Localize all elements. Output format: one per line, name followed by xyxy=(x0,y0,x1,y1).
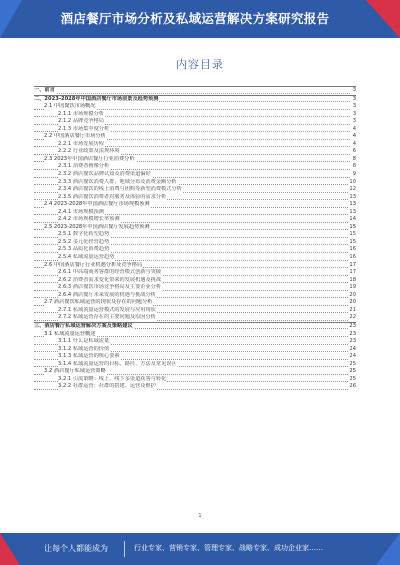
toc-entry-page: 20 xyxy=(349,299,356,306)
toc-entry-page: 12 xyxy=(349,186,356,193)
toc-entry-page: 10 xyxy=(349,178,356,185)
toc-leader-dots xyxy=(34,87,350,94)
footer-banner xyxy=(0,533,400,565)
toc-entry[interactable] xyxy=(34,216,356,224)
toc-entry-label: 2.4 2023-2028年中国酒店餐厅市场规模预测 xyxy=(44,201,150,208)
toc-entry-label: 2.3.3 酒店餐饮消费人群、地域分布及消费金额分析 xyxy=(58,178,177,185)
toc-entry-label: 3.1 私域流量运营概述 xyxy=(44,330,96,337)
toc-entry[interactable] xyxy=(34,353,356,361)
toc-entry-label: 2.1.3 市场集中度分析 xyxy=(58,125,110,132)
toc-entry-label: 2.7 酒店餐饮私域运营的现状及存在的问题分析 xyxy=(44,299,153,306)
toc-entry-page: 13 xyxy=(349,201,356,208)
toc-entry-label: 2.2 中国酒店餐厅市场分析 xyxy=(44,133,106,140)
toc-entry[interactable] xyxy=(34,299,356,307)
toc-entry[interactable] xyxy=(34,314,356,322)
toc-entry[interactable] xyxy=(34,292,356,300)
toc-entry-page: 23 xyxy=(349,338,356,345)
toc-entry-label: 2.3.5 酒店餐饮消费者对服务及体验的需求分析 xyxy=(58,193,167,200)
toc-entry-label: 2.6.3 酒店餐饮市场竞争格局及主要企业分析 xyxy=(58,284,162,291)
toc-entry-page: 16 xyxy=(349,246,356,253)
footer-divider xyxy=(124,541,125,557)
toc-entry-label: 3.1.2 私域运营的价值 xyxy=(58,345,110,352)
toc-entry[interactable] xyxy=(34,148,356,156)
toc-entry[interactable] xyxy=(34,224,356,232)
toc-entry-page: 6 xyxy=(352,148,356,155)
toc-entry-page: 17 xyxy=(349,269,356,276)
toc-entry[interactable] xyxy=(34,163,356,171)
toc-entry-label: 2.6 中国酒店餐厅行业机遇分析及竞争格局 xyxy=(44,261,143,268)
toc-entry[interactable] xyxy=(34,338,356,346)
toc-entry-label: 2.5 2023-2028年中国酒店餐厅发展趋势预测 xyxy=(44,223,150,230)
toc-entry[interactable] xyxy=(34,118,356,126)
toc-entry-label: 2.5.2 多元化经营趋势 xyxy=(58,238,110,245)
toc-entry-label: 2.7.2 私域运营存在的主要问题及原因分析 xyxy=(58,314,156,321)
toc-entry[interactable] xyxy=(34,331,356,339)
toc-entry[interactable] xyxy=(34,103,356,111)
toc-heading: 内容目录 xyxy=(176,58,224,71)
toc-entry[interactable] xyxy=(34,322,356,331)
toc-entry-page: 21 xyxy=(349,306,356,313)
toc-entry-label: 三、酒店餐厅私域运营解决方案及策略建议 xyxy=(34,322,133,329)
toc-entry-page: 9 xyxy=(352,171,356,178)
toc-entry-label: 2.6.4 酒店餐厅未来发展的机遇与挑战分析 xyxy=(58,291,156,298)
toc-entry-label: 2.3.2 酒店餐饮品牌认知及消费渠道偏好 xyxy=(58,171,151,178)
toc-entry[interactable] xyxy=(34,307,356,315)
toc-entry-page: 23 xyxy=(349,322,356,329)
toc-entry[interactable] xyxy=(34,383,356,391)
toc-entry[interactable] xyxy=(34,111,356,119)
toc-entry-label: 3.2.1 引流策略：线上、线下多渠道获客与转化 xyxy=(58,375,167,382)
toc-entry-page: 16 xyxy=(349,254,356,261)
toc-entry-page: 14 xyxy=(349,216,356,223)
toc-entry[interactable] xyxy=(34,231,356,239)
footer-tagline: 行业专家、营销专家、管理专家、战略专家、成功企业家…… xyxy=(134,544,323,552)
toc-entry-page: 17 xyxy=(349,261,356,268)
toc-entry-label: 3.2 酒店餐厅私域运营策略 xyxy=(44,368,106,375)
toc-entry-page: 3 xyxy=(352,95,356,102)
toc-entry-page: 15 xyxy=(349,223,356,230)
toc-entry[interactable] xyxy=(34,201,356,209)
toc-entry-page: 22 xyxy=(349,314,356,321)
footer-decoration-right xyxy=(376,533,400,565)
toc-entry-page: 3 xyxy=(352,103,356,110)
toc-entry-label: 2.6.1 中高端商务客群的经营模式创新与突破 xyxy=(58,269,162,276)
toc-entry-page: 13 xyxy=(349,193,356,200)
toc-entry[interactable] xyxy=(34,86,356,95)
toc-entry[interactable] xyxy=(34,269,356,277)
toc-entry-label: 2.5.3 品质化消费趋势 xyxy=(58,246,110,253)
toc-entry-page: 8 xyxy=(352,163,356,170)
banner-decoration-right xyxy=(366,0,400,38)
toc-entry-label: 2.6.2 消费者需求变化带来的发展机遇及挑战 xyxy=(58,276,162,283)
toc-entry[interactable] xyxy=(34,133,356,141)
toc-entry-label: 2.2.1 市场发展历程 xyxy=(58,140,104,147)
header-banner xyxy=(0,0,400,38)
footer-decoration-left xyxy=(0,533,20,565)
toc-entry[interactable] xyxy=(34,368,356,376)
toc-entry-page: 25 xyxy=(349,375,356,382)
toc-entry[interactable] xyxy=(34,361,356,369)
toc-entry-label: 2.1.2 品牌竞争格局 xyxy=(58,118,104,125)
toc-entry-label: 2.3 2023年中国酒店餐厅行业消费分析 xyxy=(44,155,135,162)
toc-entry[interactable] xyxy=(34,171,356,179)
toc-entry-label: 2.4.2 市场规模增长率预测 xyxy=(58,216,120,223)
toc-entry[interactable] xyxy=(34,346,356,354)
toc-entry-label: 2.4.1 市场规模预测 xyxy=(58,208,104,215)
toc-entry-label: 3.2.2 社群运营：社群的搭建、运营及维护 xyxy=(58,383,156,390)
toc-entry-page: 15 xyxy=(349,238,356,245)
toc-entry-page: 4 xyxy=(352,133,356,140)
footer-slogan: 让每个人都能成为 xyxy=(44,544,108,553)
toc-entry-page: 8 xyxy=(352,155,356,162)
toc-entry[interactable] xyxy=(34,254,356,262)
toc-entry[interactable] xyxy=(34,194,356,202)
toc-entry-page: 4 xyxy=(352,140,356,147)
toc-entry[interactable] xyxy=(34,246,356,254)
toc-entry[interactable] xyxy=(34,284,356,292)
banner-decoration-left xyxy=(0,0,22,38)
toc-entry-label: 3.1.1 什么是私域流量 xyxy=(58,338,110,345)
toc-entry-page: 18 xyxy=(349,276,356,283)
toc-entry-label: 2.5.4 私域流量运营趋势 xyxy=(58,254,115,261)
toc-entry[interactable] xyxy=(34,262,356,270)
toc-entry-label: 2.3.1 消费者画像分析 xyxy=(58,163,110,170)
toc-entry-page: 15 xyxy=(349,231,356,238)
toc-entry-page: 23 xyxy=(349,330,356,337)
toc-entry-label: 2.1.1 市场规模分析 xyxy=(58,110,104,117)
toc-entry[interactable] xyxy=(34,141,356,149)
toc-entry-label: 2.2.2 行业政策及法规环境 xyxy=(58,148,120,155)
toc-entry-label: 2.5.1 数字化转型趋势 xyxy=(58,231,110,238)
toc-entry-page: 3 xyxy=(352,87,356,93)
toc-entry-page: 13 xyxy=(349,208,356,215)
toc-entry[interactable] xyxy=(34,277,356,285)
toc-entry-page: 3 xyxy=(352,110,356,117)
toc-entry[interactable] xyxy=(34,126,356,134)
toc-entry[interactable] xyxy=(34,239,356,247)
toc-entry-label: 3.1.3 私域运营的核心要素 xyxy=(58,353,120,360)
toc-entry-label: 一、前言 xyxy=(34,87,55,93)
toc-entry[interactable] xyxy=(34,186,356,194)
toc-entry-label: 二、2023-2028年中国酒店餐厅市场前景及趋势预测 xyxy=(34,95,159,102)
page-number: 1 xyxy=(198,513,202,519)
toc-entry[interactable] xyxy=(34,156,356,164)
toc-entry[interactable] xyxy=(34,376,356,384)
toc-entry-page: 3 xyxy=(352,118,356,125)
report-title: 酒店餐厅市场分析及私域运营解决方案研究报告 xyxy=(60,11,330,26)
toc-entry-label: 2.7.1 私域流量运营模式的发展与应用现状 xyxy=(58,306,156,313)
toc-entry-page: 26 xyxy=(349,383,356,390)
toc-entry-label: 2.1 中国餐饮市场概况 xyxy=(44,103,96,110)
toc-entry[interactable] xyxy=(34,95,356,104)
table-of-contents xyxy=(34,86,356,391)
toc-entry-label: 3.1.4 私域流量运营的目标、路径、方法及常见误区 xyxy=(58,360,177,367)
toc-entry-page: 19 xyxy=(349,284,356,291)
toc-entry-page: 24 xyxy=(349,345,356,352)
toc-entry-page: 25 xyxy=(349,368,356,375)
toc-entry-page: 25 xyxy=(349,360,356,367)
toc-entry-page: 4 xyxy=(352,125,356,132)
toc-entry[interactable] xyxy=(34,179,356,187)
toc-entry[interactable] xyxy=(34,209,356,217)
toc-entry-page: 24 xyxy=(349,353,356,360)
toc-entry-label: 2.3.4 酒店餐饮的线上消费与团购等新型消费模式分析 xyxy=(58,186,182,193)
toc-entry-page: 20 xyxy=(349,291,356,298)
